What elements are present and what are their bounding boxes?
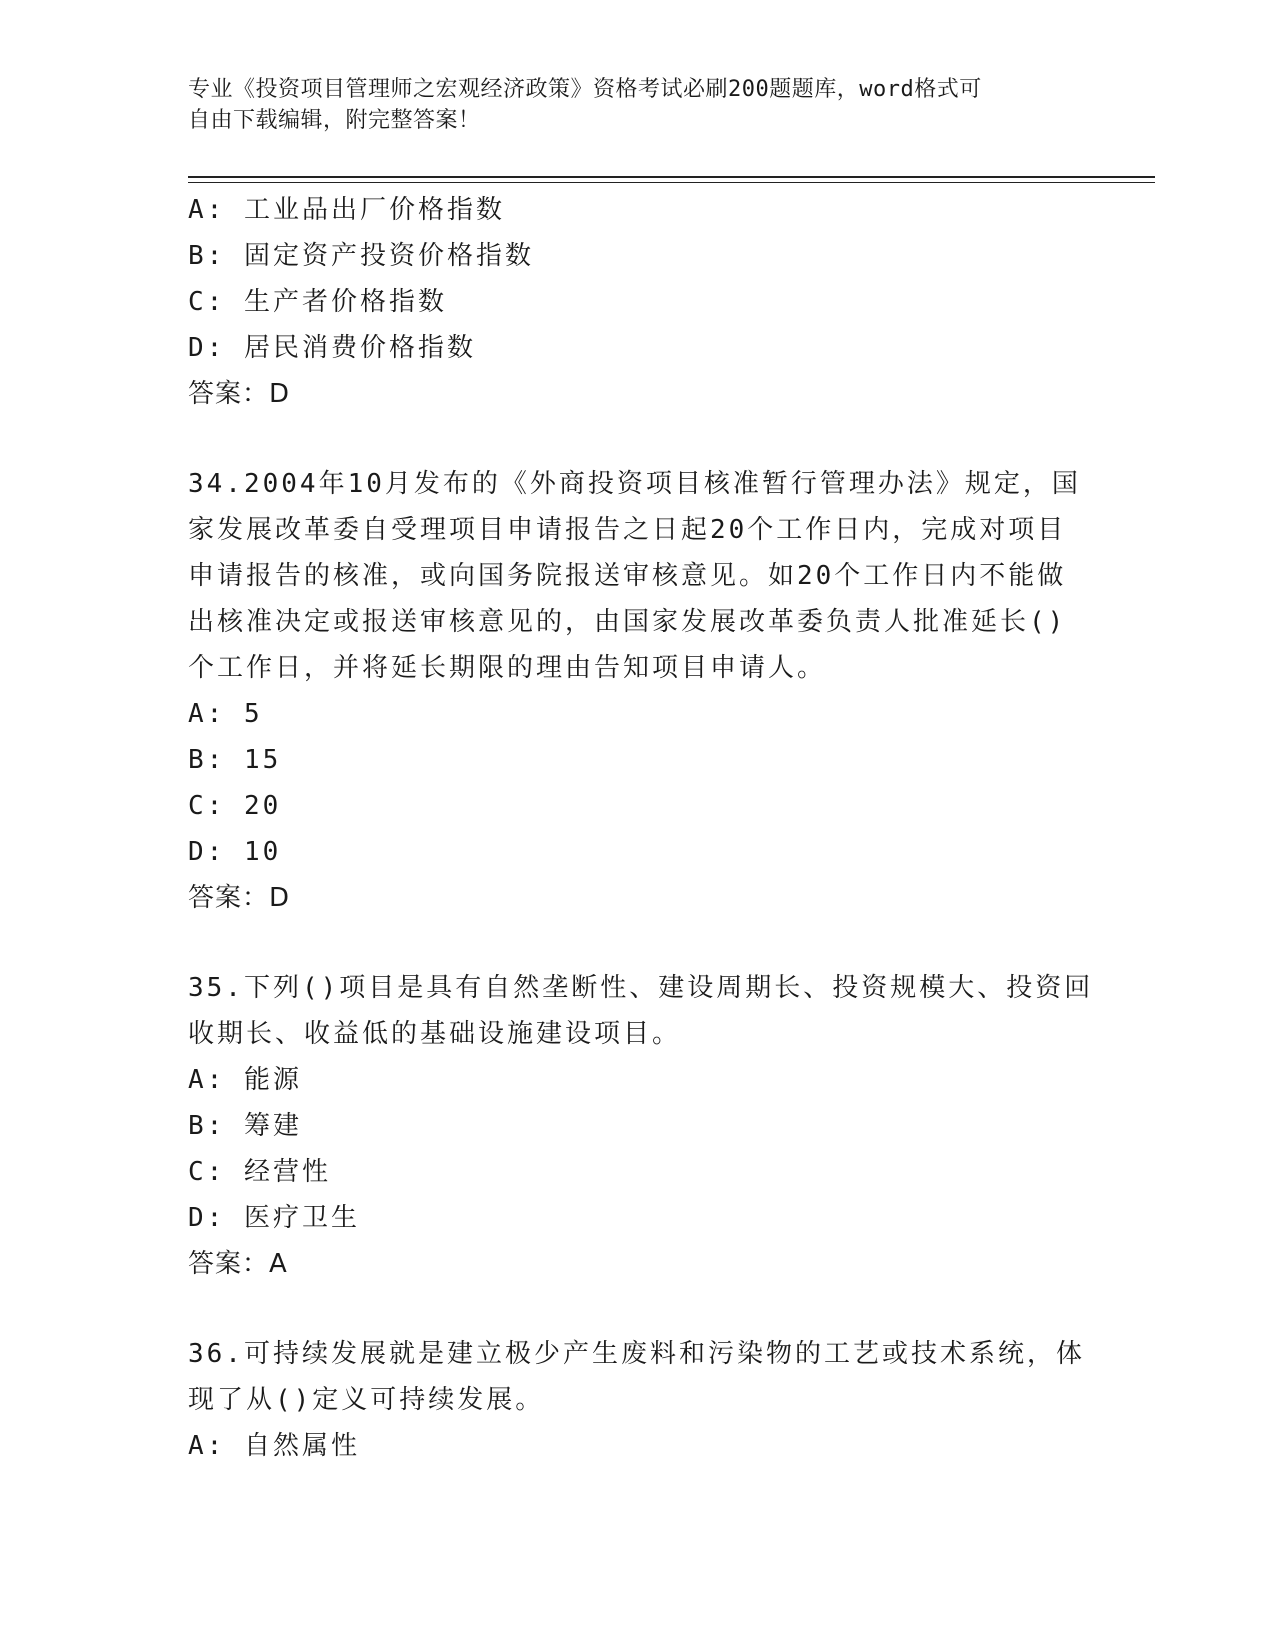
header-line-2: 自由下载编辑，附完整答案！: [188, 108, 481, 133]
option-c: C: 生产者价格指数: [188, 287, 447, 317]
question-stem: [188, 1331, 1088, 1423]
question-spacer: [188, 921, 1088, 965]
document-header: [188, 74, 1078, 136]
stem-line: 现了从()定义可持续发展。: [188, 1385, 545, 1415]
answer-line: 答案：D: [188, 379, 291, 409]
option-d: D: 医疗卫生: [188, 1203, 360, 1233]
stem-line: 35.下列()项目是具有自然垄断性、建设周期长、投资规模大、投资回: [188, 973, 1094, 1003]
question-stem: [188, 461, 1088, 691]
question-36: [188, 1331, 1088, 1469]
stem-line: 收期长、收益低的基础设施建设项目。: [188, 1019, 682, 1049]
question-stem: [188, 965, 1094, 1057]
stem-line: 出核准决定或报送审核意见的，由国家发展改革委负责人批准延长(): [188, 607, 1067, 637]
question-33: [188, 187, 1088, 417]
option-b: B: 15: [188, 745, 282, 775]
stem-line: 34.2004年10月发布的《外商投资项目核准暂行管理办法》规定，国: [188, 469, 1081, 499]
stem-line: 家发展改革委自受理项目申请报告之日起20个工作日内，完成对项目: [188, 515, 1067, 545]
question-list: [188, 187, 1094, 1469]
stem-line: 36.可持续发展就是建立极少产生废料和污染物的工艺或技术系统，体: [188, 1339, 1085, 1369]
stem-line: 个工作日，并将延长期限的理由告知项目申请人。: [188, 653, 827, 683]
stem-line: 申请报告的核准，或向国务院报送审核意见。如20个工作日内不能做: [188, 561, 1067, 591]
question-34: [188, 461, 1088, 921]
option-c: C: 20: [188, 791, 282, 821]
option-d: D: 10: [188, 837, 282, 867]
question-35: [188, 965, 1094, 1287]
header-divider-thick: [188, 176, 1155, 178]
option-b: B: 筹建: [188, 1111, 302, 1141]
option-a: A: 工业品出厂价格指数: [188, 195, 505, 225]
header-divider-thin: [188, 182, 1155, 183]
answer-line: 答案：D: [188, 883, 291, 913]
question-spacer: [188, 417, 1088, 461]
option-c: C: 经营性: [188, 1157, 331, 1187]
option-b: B: 固定资产投资价格指数: [188, 241, 534, 271]
question-spacer: [188, 1287, 1088, 1331]
option-a: A: 自然属性: [188, 1431, 360, 1461]
header-line-1: 专业《投资项目管理师之宏观经济政策》资格考试必刷200题题库，word格式可: [188, 77, 982, 102]
option-a: A: 5: [188, 699, 263, 729]
option-a: A: 能源: [188, 1065, 302, 1095]
option-d: D: 居民消费价格指数: [188, 333, 476, 363]
answer-line: 答案：A: [188, 1249, 288, 1279]
